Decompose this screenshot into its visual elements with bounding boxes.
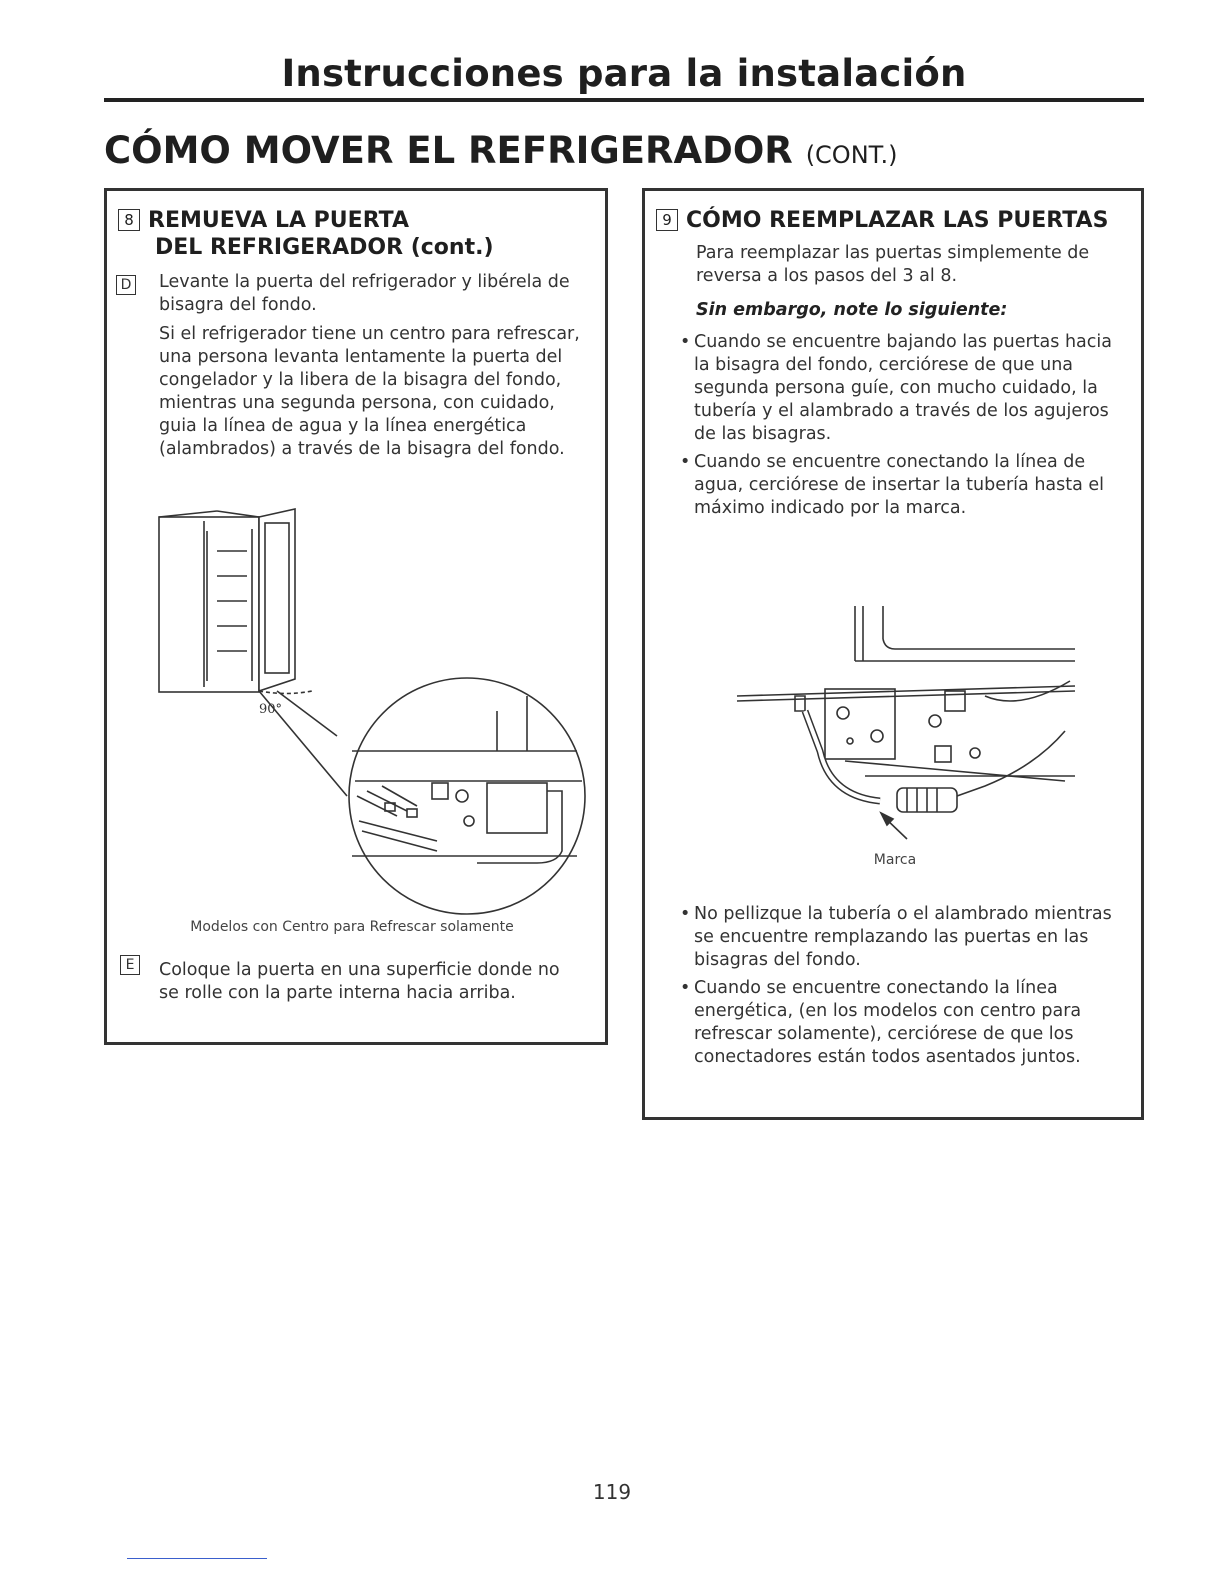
substep-e-text: Coloque la puerta en una superficie donde no se rolle con la parte interna hacia arriba. <box>159 960 560 1003</box>
step-9-title-text: CÓMO REEMPLAZAR LAS PUERTAS <box>686 208 1109 233</box>
substep-d-text: Levante la puerta del refrigerador y libérela de bisagra del fondo. <box>159 272 570 315</box>
refrigerator-door-illustration <box>107 191 607 1041</box>
left-panel <box>104 188 608 1045</box>
subheading: Sin embargo, note lo siguiente: <box>696 300 1008 320</box>
page-header-title: Instrucciones para la instalación <box>281 52 967 95</box>
illustration-caption: Modelos con Centro para Refrescar solamente <box>190 919 514 935</box>
bullet-top-1: • Cuando se encuentre bajando las puertas hacia la bisagra del fondo, cerciórese de que una segunda persona guíe, con mucho cuidado, la tubería y el alambrado a través de los agujeros de las bisagras. <box>680 331 1120 446</box>
bullet-bottom-2: • Cuando se encuentre conectando la línea energética, (en los modelos con centro para refrescar solamente), cerciórese de que los conectadores están todos asentados juntos. <box>680 977 1120 1069</box>
bullets-bottom <box>680 903 1120 1074</box>
right-panel <box>642 188 1144 1120</box>
header-rule <box>104 98 1144 102</box>
step-8-title-line1: REMUEVA LA PUERTA <box>148 208 409 233</box>
section-title-cont: (CONT.) <box>805 141 898 169</box>
step-8-title-line2: DEL REFRIGERADOR (cont.) <box>155 235 494 260</box>
intro-text: Para reemplazar las puertas simplemente de reversa a los pasos del 3 al 8. <box>696 243 1090 286</box>
bullet-top-2: • Cuando se encuentre conectando la línea de agua, cerciórese de insertar la tubería hasta el máximo indicado por la marca. <box>680 451 1120 520</box>
angle-label: 90° <box>259 702 283 717</box>
bullet-bottom-1: • No pellizque la tubería o el alambrado mientras se encuentre remplazando las puertas en las bisagras del fondo. <box>680 903 1120 972</box>
substep-d-paragraph: Si el refrigerador tiene un centro para refrescar, una persona levanta lentamente la puerta del congelador y la libera de la bisagra del fondo, mientras una segunda persona, con cuidado, guia la línea de agua y la línea energética (alambrados) a través de la bisagra del fondo. <box>159 324 580 459</box>
page-number: 119 <box>592 1480 632 1504</box>
substep-d-letter: D <box>116 275 136 295</box>
section-title <box>104 129 897 172</box>
marca-label: Marca <box>873 852 917 868</box>
section-title-text: CÓMO MOVER EL REFRIGERADOR <box>104 129 793 172</box>
step-8-number: 8 <box>118 209 140 231</box>
substep-e-letter: E <box>120 955 140 975</box>
footer-link-line <box>127 1558 267 1559</box>
step-9-number: 9 <box>656 209 678 231</box>
